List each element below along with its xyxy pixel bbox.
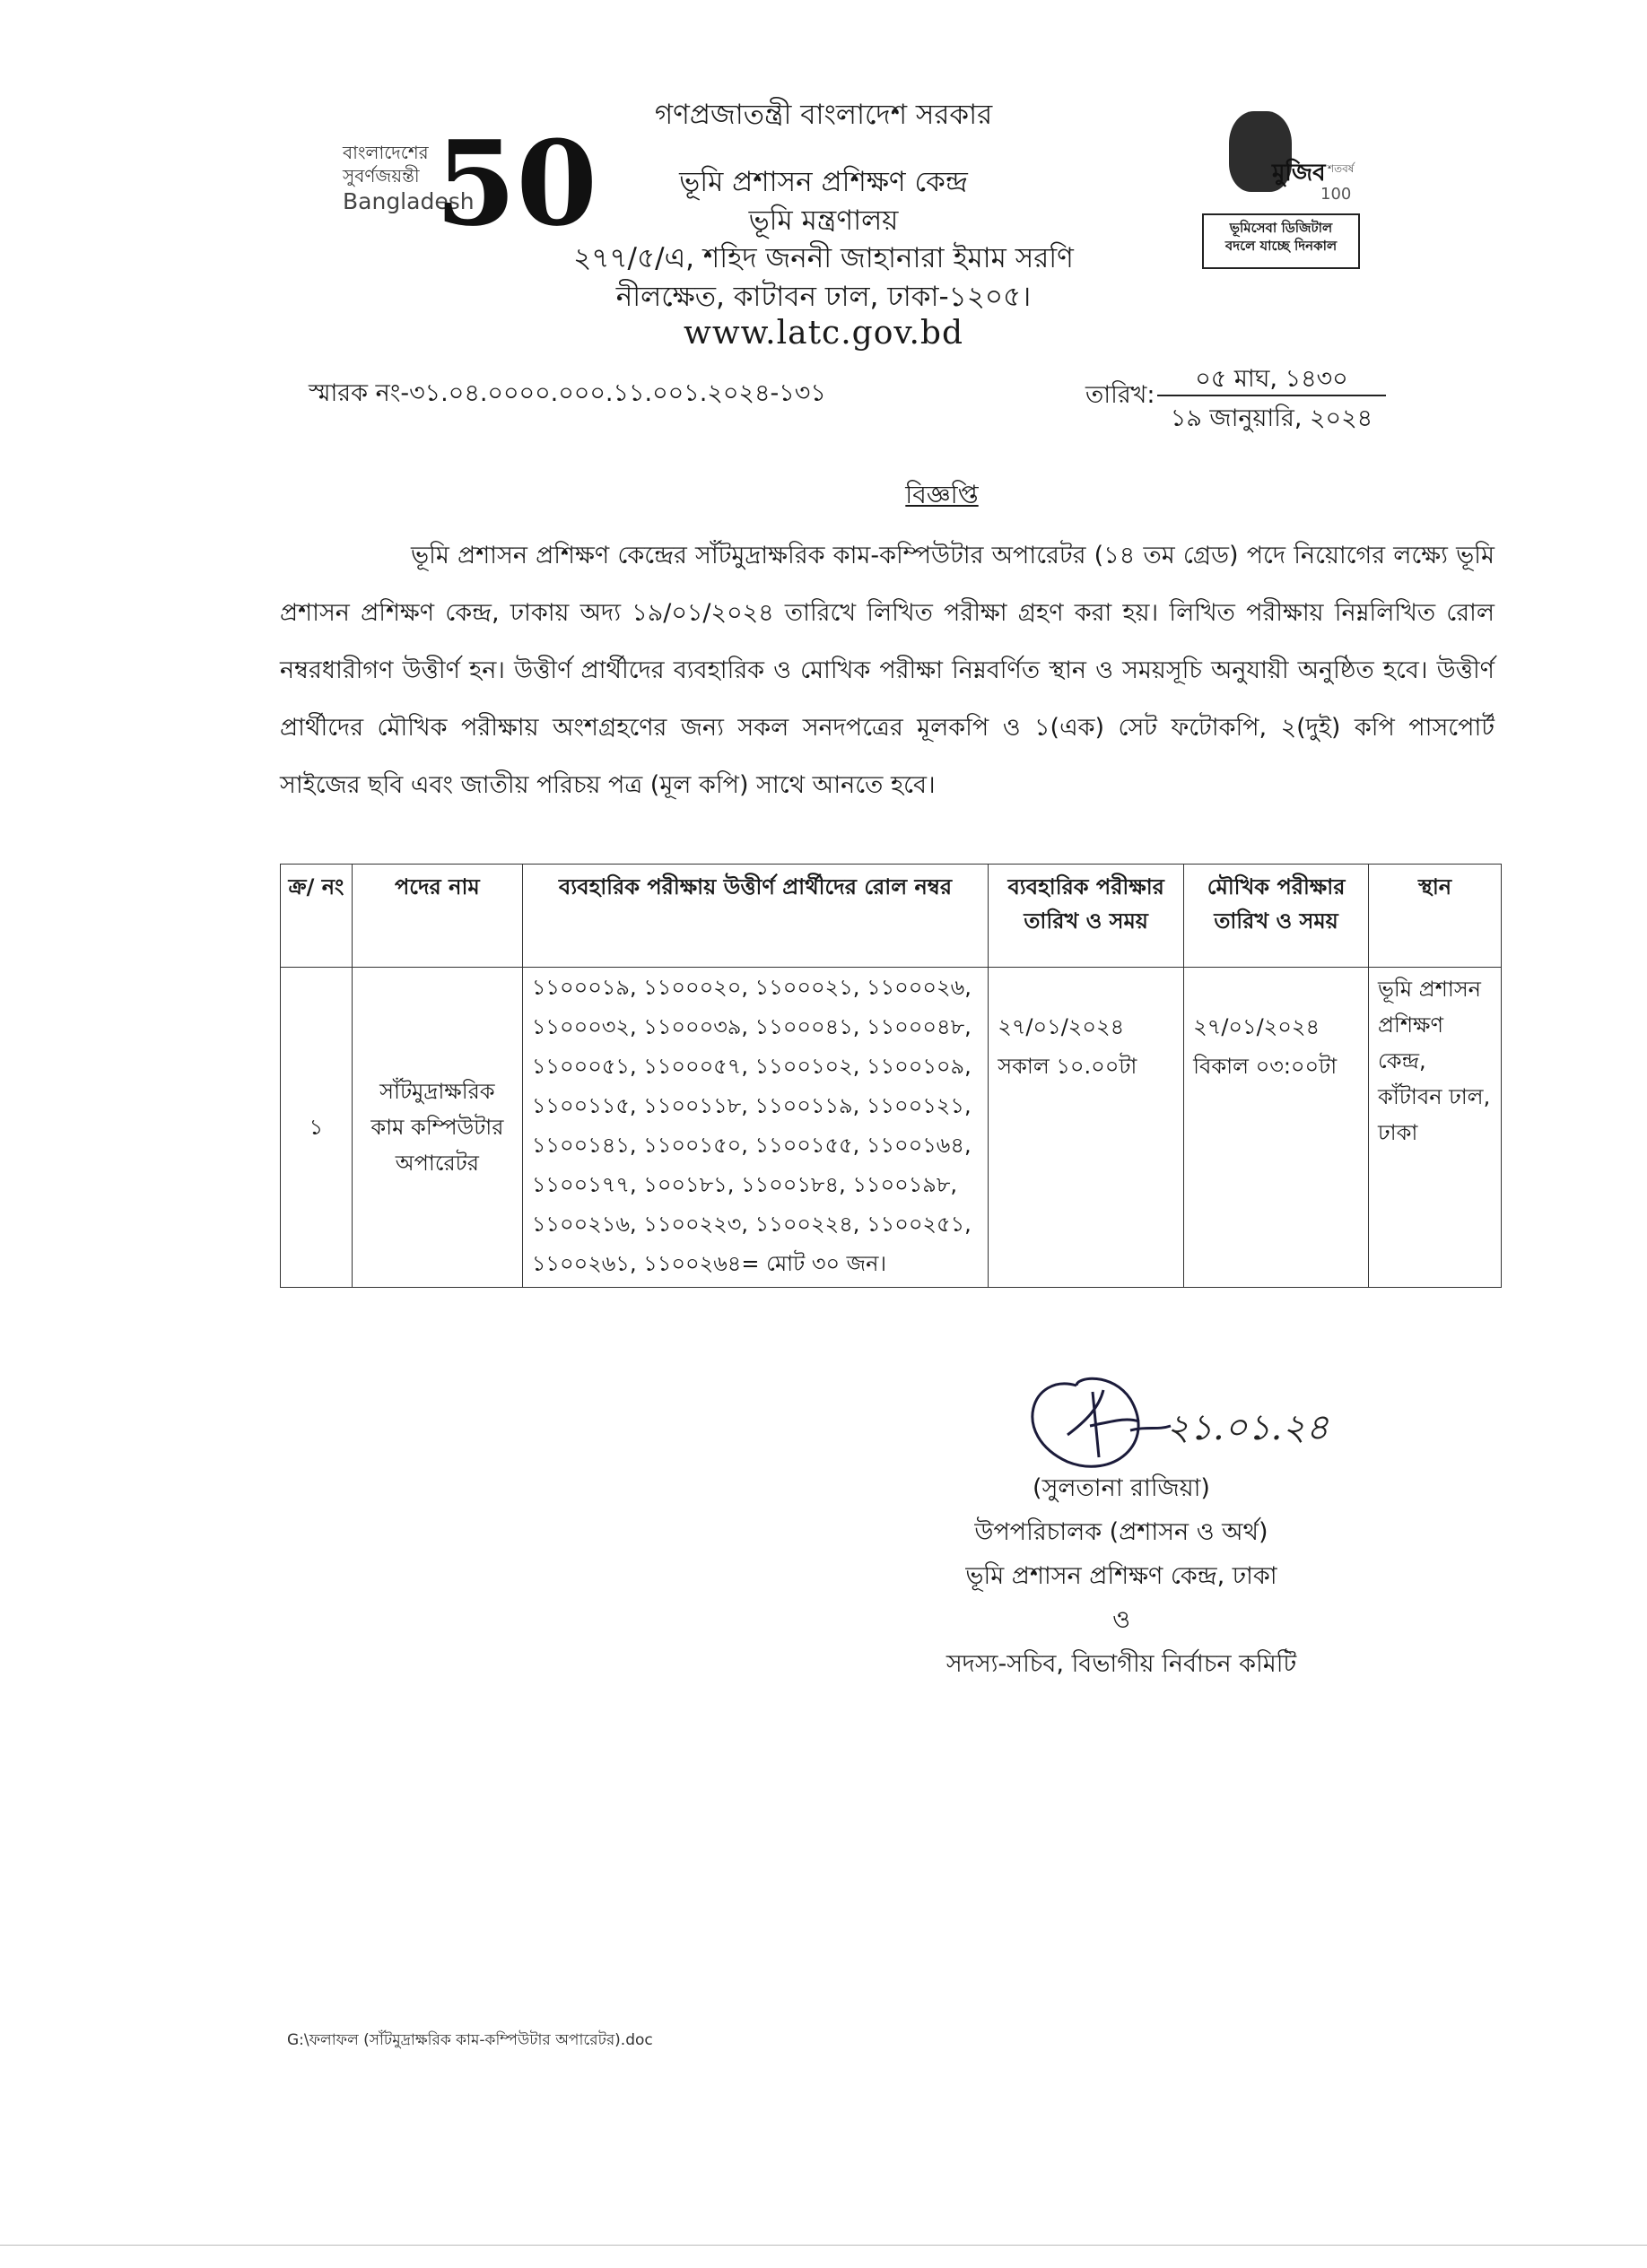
date-bangla: ০৫ মাঘ, ১৪৩০ (1195, 365, 1348, 393)
logo-left-line1: বাংলাদেশের (343, 142, 429, 163)
col-header-viva: মৌখিক পরীক্ষার তারিখ ও সময় (1184, 865, 1369, 968)
notice-body: ভূমি প্রশাসন প্রশিক্ষণ কেন্দ্রের সাঁটমুদ্রাক্ষরিক কাম-কম্পিউটার অপারেটর (১৪ তম গ্রেড) পদে নিয়োগের লক্ষ্যে ভূমি প্রশাসন প্রশিক্ষণ কেন্দ্র, ঢাকায় অদ্য ১৯/০১/২০২৪ তারিখে লিখিত পরীক্ষা গ্রহণ করা হয়। লিখিত পরীক্ষায় নিম্নলিখিত রোল নম্বরধারীগণ উত্তীর্ণ হন। উত্তীর্ণ প্রার্থীদের ব্যবহারিক ও মোখিক পরীক্ষা নিম্নবর্ণিত স্থান ও সময়সূচি অনুযায়ী অনুষ্ঠিত হবে। উত্তীর্ণ প্রার্থীদের মৌখিক পরীক্ষায় অংশগ্রহণের জন্য সকল সনদপত্রের মূলকপি ও ১(এক) সেট ফটোকপি, ২(দুই) কপি পাসপোর্ট সাইজের ছবি এবং জাতীয় পরিচয় পত্র (মূল কপি) সাথে আনতে হবে। (280, 542, 1494, 799)
signatory-name: (সুলতানা রাজিয়া) (1033, 1474, 1210, 1502)
signatory-and: ও (1112, 1606, 1130, 1634)
cell-post: সাঁটমুদ্রাক্ষরিক কাম কম্পিউটার অপারেটর (352, 968, 522, 1288)
header-website: www.latc.gov.bd (684, 315, 963, 352)
col-header-serial: ক্র/ নং (281, 865, 353, 968)
logo-left-number: 50 (435, 115, 597, 252)
date-english: ১৯ জানুয়ারি, ২০২৪ (1170, 404, 1373, 432)
logo-left-line2: সুবর্ণজয়ন্তী (343, 165, 420, 187)
signatory-role: সদস্য-সচিব, বিভাগীয় নির্বাচন কমিটি (946, 1650, 1297, 1678)
logo-right-slogan-1: ভূমিসেবা ডিজিটাল (1229, 220, 1333, 236)
roll-line: ১১০০১৪১, ১১০০১৫০, ১১০০১৫৫, ১১০০১৬৪, (531, 1133, 972, 1158)
memo-number: স্মারক নং-৩১.০৪.০০০০.০০০.১১.০০১.২০২৪-১৩১ (309, 379, 826, 407)
cell-venue: ভূমি প্রশাসন প্রশিক্ষণ কেন্দ্র, কাঁটাবন ঢাল, ঢাকা (1369, 968, 1502, 1288)
signature-date: ২১.০১.২৪ (1166, 1407, 1329, 1448)
roll-line: ১১০০০৫১, ১১০০০৫৭, ১১০০১০২, ১১০০১০৯, (531, 1054, 972, 1079)
notice-title (0, 475, 1647, 517)
logo-right-sub: শতবর্ষ (1328, 162, 1355, 175)
roll-line: ১১০০২১৬, ১১০০২২৩, ১১০০২২৪, ১১০০২৫১, (531, 1212, 972, 1237)
date-divider (1157, 395, 1386, 396)
viva-date: ২৭/০১/২০২৪ (1193, 1014, 1320, 1039)
cell-serial: ১ (281, 968, 353, 1288)
mujib-centenary-logo (1202, 106, 1362, 273)
logo-right-slogan-box (1202, 213, 1360, 269)
footer-file-path: G:\ফলাফল (সাঁটমুদ্রাক্ষরিক কাম-কম্পিউটার অপারেটর).doc (287, 2031, 653, 2049)
viva-time: বিকাল ০৩:০০টা (1193, 1054, 1338, 1079)
cell-rolls (522, 968, 988, 1288)
roll-line: ১১০০১১৫, ১১০০১১৮, ১১০০১১৯, ১১০০১২১, (531, 1093, 972, 1118)
signatory-block (897, 1466, 1346, 1686)
roll-line: ১১০০০১৯, ১১০০০২০, ১১০০০২১, ১১০০০২৬, (531, 975, 972, 1000)
header-institute: ভূমি প্রশাসন প্রশিক্ষণ কেন্দ্র (679, 166, 968, 198)
col-header-venue: স্থান (1369, 865, 1502, 968)
header-ministry: ভূমি মন্ত্রণালয় (748, 204, 899, 237)
col-header-rolls: ব্যবহারিক পরীক্ষায় উত্তীর্ণ প্রার্থীদের রোল নম্বর (522, 865, 988, 968)
results-table (280, 864, 1502, 1288)
practical-time: সকাল ১০.০০টা (998, 1054, 1137, 1079)
signatory-office: ভূমি প্রশাসন প্রশিক্ষণ কেন্দ্র, ঢাকা (965, 1562, 1277, 1590)
col-header-practical: ব্যবহারিক পরীক্ষার তারিখ ও সময় (989, 865, 1184, 968)
logo-right-name: মুজিব (1272, 160, 1326, 187)
col-header-post: পদের নাম (352, 865, 522, 968)
logo-left-line3: Bangladesh (343, 188, 475, 214)
roll-line: ১১০০০৩২, ১১০০০৩৯, ১১০০০৪১, ১১০০০৪৮, (531, 1014, 972, 1039)
date-label: তারিখ: (1085, 381, 1155, 409)
header-address-2: নীলক্ষেত, কাটাবন ঢাল, ঢাকা-১২০৫। (615, 281, 1032, 313)
cell-viva (1184, 968, 1369, 1288)
table-header-row (281, 865, 1502, 968)
table-row (281, 968, 1502, 1288)
logo-right-hundred: 100 (1320, 185, 1352, 204)
notice-title-text: বিজ্ঞপ্তি (905, 480, 979, 509)
logo-right-slogan-2: বদলে যাচ্ছে দিনকাল (1224, 238, 1338, 255)
header-address-1: ২৭৭/৫/এ, শহিদ জননী জাহানারা ইমাম সরণি (573, 242, 1074, 274)
cell-practical (989, 968, 1184, 1288)
golden-jubilee-logo (332, 115, 597, 252)
practical-date: ২৭/০১/২০২৪ (998, 1014, 1125, 1039)
roll-line: ১১০০১৭৭, ১০০১৮১, ১১০০১৮৪, ১১০০১৯৮, (531, 1172, 958, 1197)
bottom-scan-edge (0, 2245, 1647, 2246)
signatory-designation: উপপরিচালক (প্রশাসন ও অর্থ) (974, 1518, 1268, 1546)
roll-line: ১১০০২৬১, ১১০০২৬৪= মোট ৩০ জন। (531, 1251, 887, 1276)
header-govt: গণপ্রজাতন্ত্রী বাংলাদেশ সরকার (654, 99, 993, 131)
